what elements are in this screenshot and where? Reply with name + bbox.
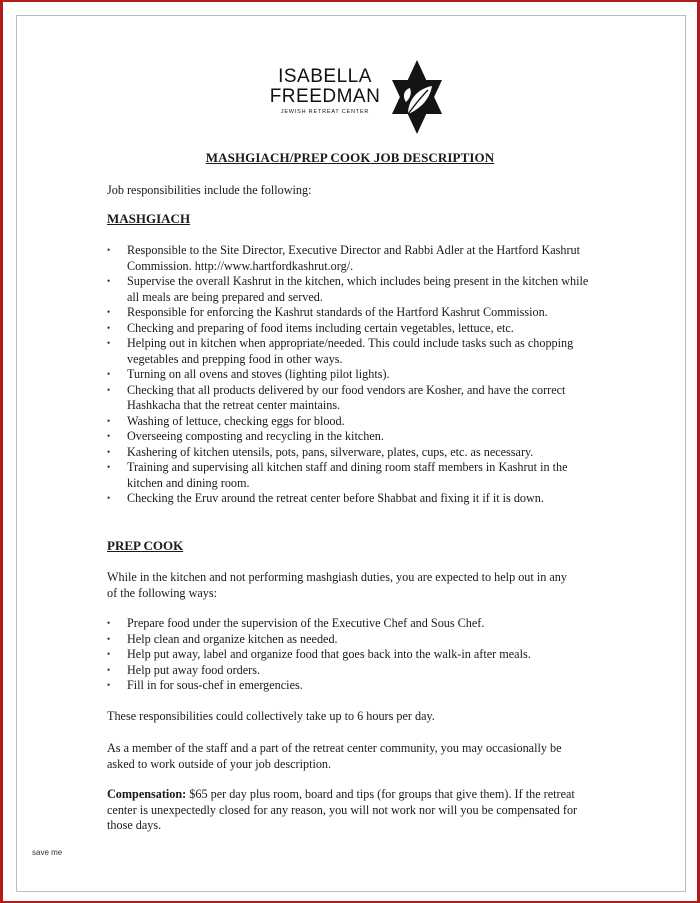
logo-line-1: ISABELLA <box>278 66 372 87</box>
logo <box>256 52 446 136</box>
list-item: • Help put away, label and organize food that goes back into the walk-in after meals. <box>107 647 597 663</box>
compensation-text: $65 per day plus room, board and tips (for groups that give them). If the retreat center is unexpectedly closed for any reason, you will not work nor will you be compensated for those days. <box>107 787 578 832</box>
list-item: • Turning on all ovens and stoves (lighting pilot lights). <box>107 367 597 383</box>
list-item: • Helping out in kitchen when appropriate/needed. This could include tasks such as chopping vegetables and prepping food in other ways. <box>107 336 597 367</box>
list-item: • Help put away food orders. <box>107 663 597 679</box>
list-item: • Kashering of kitchen utensils, pots, pans, silverware, plates, cups, etc. as necessary. <box>107 445 597 461</box>
list-item: • Responsible for enforcing the Kashrut standards of the Hartford Kashrut Commission. <box>107 305 597 321</box>
list-item: • Supervise the overall Kashrut in the kitchen, which includes being present in the kitchen while all meals are being prepared and served. <box>107 274 597 305</box>
list-item: • Checking the Eruv around the retreat center before Shabbat and fixing it if it is down. <box>107 491 597 507</box>
logo-text <box>256 52 394 115</box>
list-item: • Checking and preparing of food items including certain vegetables, lettuce, etc. <box>107 321 597 337</box>
mashgiach-heading: MASHGIACH <box>107 211 191 226</box>
list-item: • Responsible to the Site Director, Executive Director and Rabbi Adler at the Hartford Kashrut Commission. http://www.hartfordkashrut.org/. <box>107 243 597 274</box>
compensation-label: Compensation: <box>107 787 187 801</box>
logo-subtitle: JEWISH RETREAT CENTER <box>280 109 370 115</box>
list-item: • Fill in for sous-chef in emergencies. <box>107 678 597 694</box>
logo-line-2: FREEDMAN <box>269 86 381 107</box>
list-item: • Overseeing composting and recycling in the kitchen. <box>107 429 597 445</box>
prep-cook-heading: PREP COOK <box>107 538 184 553</box>
compensation-paragraph <box>107 787 597 834</box>
list-item: • Training and supervising all kitchen staff and dining room staff members in Kashrut in the kitchen and dining room. <box>107 460 597 491</box>
mashgiach-list <box>107 243 597 507</box>
list-item: • Help clean and organize kitchen as needed. <box>107 632 597 648</box>
page-title: MASHGIACH/PREP COOK JOB DESCRIPTION <box>205 150 495 165</box>
intro-text: Job responsibilities include the following: <box>107 183 312 197</box>
prep-cook-intro: While in the kitchen and not performing mashgiash duties, you are expected to help out in any of the following ways: <box>107 570 567 600</box>
list-item: • Washing of lettuce, checking eggs for blood. <box>107 414 597 430</box>
star-of-david-leaf-icon <box>386 58 448 136</box>
footer-caption: save me <box>32 848 63 857</box>
list-item: • Checking that all products delivered by our food vendors are Kosher, and have the correct Hashkacha that the retreat center maintains. <box>107 383 597 414</box>
responsibilities-note: These responsibilities could collectively take up to 6 hours per day. <box>107 709 435 723</box>
staff-note: As a member of the staff and a part of the retreat center community, you may occasionally be asked to work outside of your job description. <box>107 741 562 771</box>
list-item: • Prepare food under the supervision of the Executive Chef and Sous Chef. <box>107 616 597 632</box>
prep-cook-list <box>107 616 597 694</box>
